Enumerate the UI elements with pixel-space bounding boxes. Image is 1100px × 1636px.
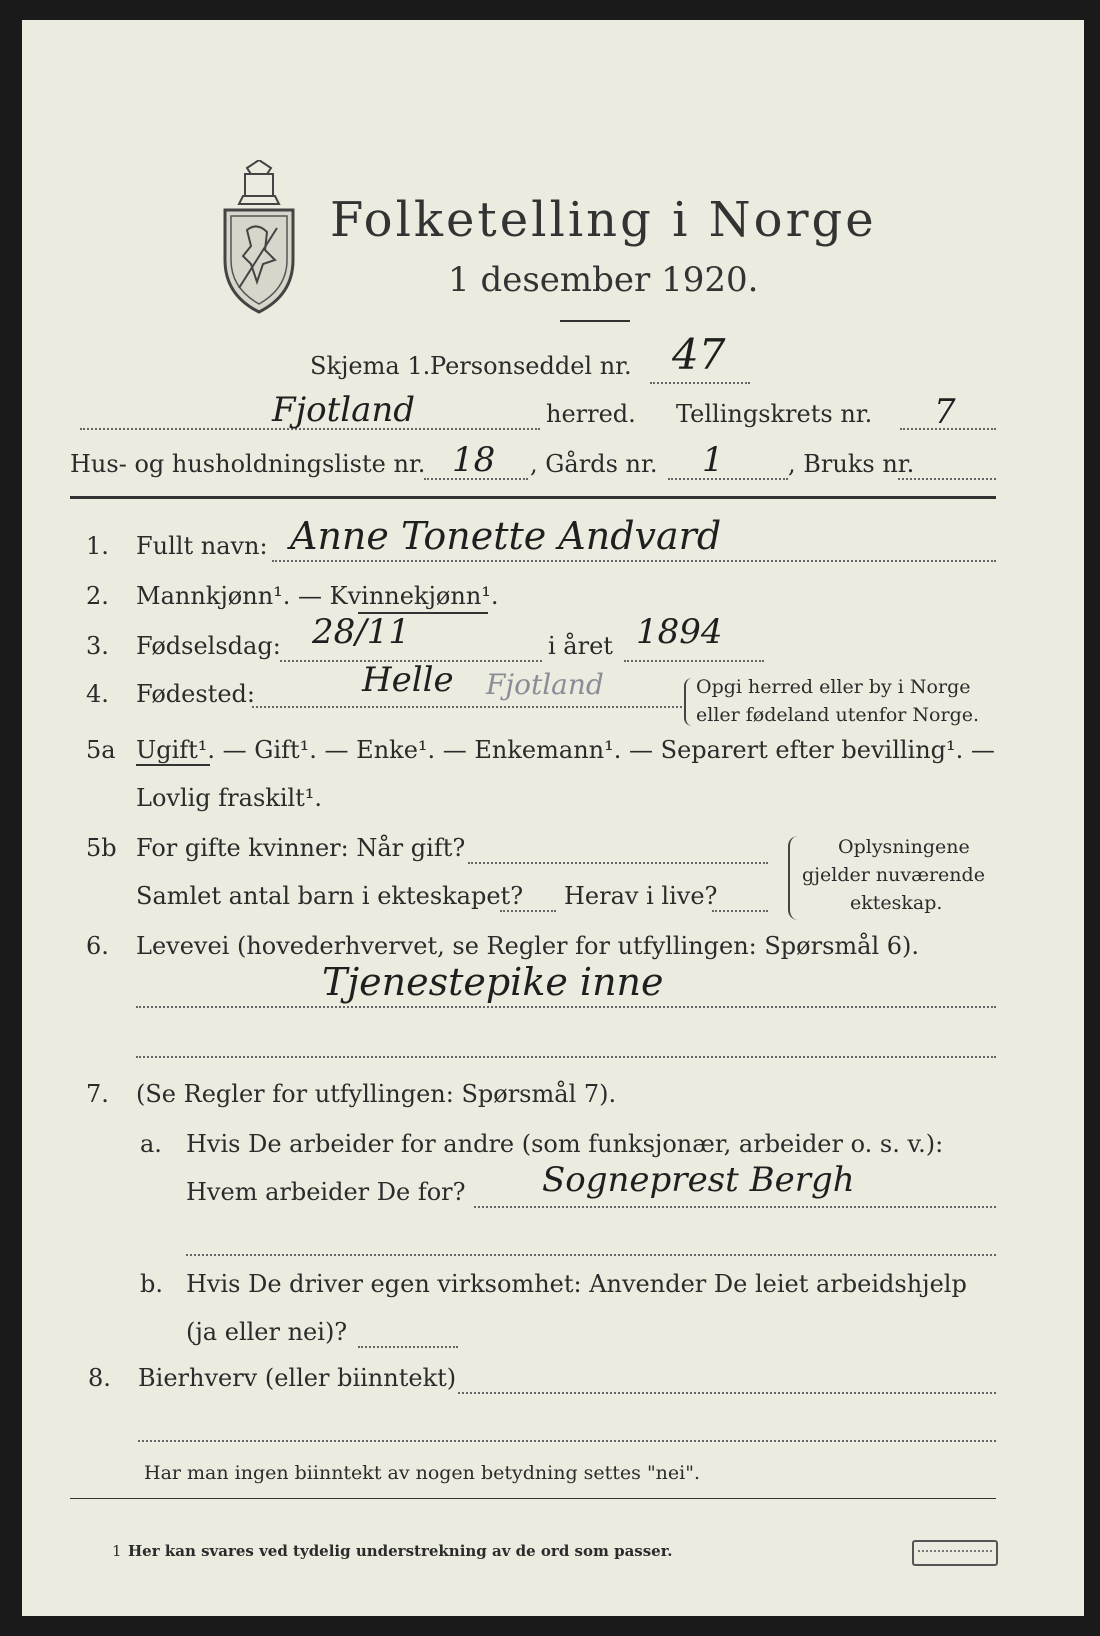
q3-year-label: i året [548, 632, 613, 660]
q5a-ugift-underline [136, 764, 210, 766]
form-title: Folketelling i Norge [330, 192, 877, 248]
q7-label: (Se Regler for utfyllingen: Spørsmål 7). [136, 1080, 617, 1108]
q4-note-line2: eller fødeland utenfor Norge. [696, 704, 980, 726]
q4-note-line1: Opgi herred eller by i Norge [696, 676, 971, 698]
q1-full-name-value: Anne Tonette Andvard [290, 514, 722, 558]
q6-number: 6. [86, 932, 109, 960]
q5b-children-line [500, 910, 556, 912]
q5b-alive-line [712, 910, 768, 912]
q6-label: Levevei (hovederhvervet, se Regler for utfyllingen: Spørsmål 6). [136, 932, 920, 960]
q3-birthdate-value: 28/11 [312, 612, 410, 652]
q4-field-line [252, 706, 682, 708]
bruks-field-line [898, 478, 996, 480]
q5b-children-label: Samlet antal barn i ekteskapet? [136, 882, 524, 910]
herred-label: herred. [546, 400, 636, 428]
q5a-marital-options: Ugift¹. — Gift¹. — Enke¹. — Enkemann¹. — Separert efter bevilling¹. — [136, 736, 995, 764]
printer-stamp [912, 1540, 998, 1566]
q2-number: 2. [86, 582, 109, 610]
gards-label: , Gårds nr. [530, 450, 658, 478]
census-form-sheet [22, 20, 1084, 1616]
q7b-answer-label: (ja eller nei)? [186, 1318, 348, 1346]
q5b-alive-label: Herav i live? [564, 882, 718, 910]
footnote-divider [70, 1498, 996, 1499]
q3-number: 3. [86, 632, 109, 660]
q4-note-brace [684, 678, 692, 726]
q8-label: Bierhverv (eller biinntekt) [138, 1364, 457, 1392]
personseddel-field-line [650, 382, 750, 384]
q8-note: Har man ingen biinntekt av nogen betydning settes "nei". [144, 1462, 701, 1484]
q5b-number: 5b [86, 834, 117, 862]
q6-field-line-1 [136, 1006, 996, 1008]
q5b-note-line1: Oplysningene [838, 836, 970, 858]
q3-birth-year-value: 1894 [636, 612, 723, 652]
tellingskrets-label: Tellingskrets nr. [676, 400, 873, 428]
q6-occupation-value: Tjenestepike inne [322, 960, 664, 1004]
gards-field-line [668, 478, 788, 480]
q4-birthplace-value: Helle [362, 660, 454, 700]
tellingskrets-value: 7 [934, 392, 956, 432]
q7a-letter: a. [140, 1130, 162, 1158]
herred-value: Fjotland [272, 390, 416, 430]
q1-field-line [272, 560, 996, 562]
q7a-employer-line [474, 1206, 996, 1208]
q5b-married-when-label: For gifte kvinner: Når gift? [136, 834, 466, 862]
q4-label: Fødested: [136, 680, 255, 708]
q7a-employer-value: Sogneprest Bergh [542, 1160, 855, 1200]
q7-number: 7. [86, 1080, 109, 1108]
q5b-note-brace [788, 836, 798, 920]
husliste-value: 18 [452, 440, 496, 480]
personseddel-label: Personseddel nr. [430, 352, 632, 380]
q7a-employer-line-2 [186, 1254, 996, 1256]
q8-field-line [458, 1392, 996, 1394]
header-divider [70, 496, 996, 499]
q6-field-line-2 [136, 1056, 996, 1058]
q7b-letter: b. [140, 1270, 163, 1298]
q5a-marital-options-cont: Lovlig fraskilt¹. [136, 784, 323, 812]
norwegian-coat-of-arms-icon [217, 160, 301, 320]
q8-number: 8. [88, 1364, 111, 1392]
q7a-question: Hvis De arbeider for andre (som funksjonær, arbeider o. s. v.): [186, 1130, 944, 1158]
q5a-number: 5a [86, 736, 116, 764]
q2-gender-options: Mannkjønn¹. — Kvinnekjønn¹. [136, 582, 499, 610]
q1-label: Fullt navn: [136, 532, 268, 560]
q5b-married-when-line [468, 862, 768, 864]
q3-label: Fødselsdag: [136, 632, 281, 660]
title-divider [560, 320, 630, 322]
footnote-text: Her kan svares ved tydelig understrekning av de ord som passer. [128, 1542, 673, 1560]
q7b-answer-line [358, 1346, 458, 1348]
q4-number: 4. [86, 680, 109, 708]
footnote-mark: 1 [112, 1542, 122, 1560]
schema-label: Skjema 1. [310, 352, 431, 380]
q5b-note-line3: ekteskap. [850, 892, 943, 914]
q7b-question: Hvis De driver egen virksomhet: Anvender De leiet arbeidshjelp [186, 1270, 967, 1298]
personseddel-value: 47 [672, 330, 726, 379]
q4-birthplace-annotation: Fjotland [486, 668, 604, 701]
q5b-note-line2: gjelder nuværende [802, 864, 985, 886]
bruks-label: , Bruks nr. [788, 450, 915, 478]
husliste-label: Hus- og husholdningsliste nr. [70, 450, 426, 478]
q3-year-field-line [624, 660, 764, 662]
q8-field-line-2 [138, 1440, 996, 1442]
form-date: 1 desember 1920. [448, 260, 759, 300]
gards-value: 1 [702, 440, 724, 480]
q7a-employer-label: Hvem arbeider De for? [186, 1178, 466, 1206]
q1-number: 1. [86, 532, 109, 560]
